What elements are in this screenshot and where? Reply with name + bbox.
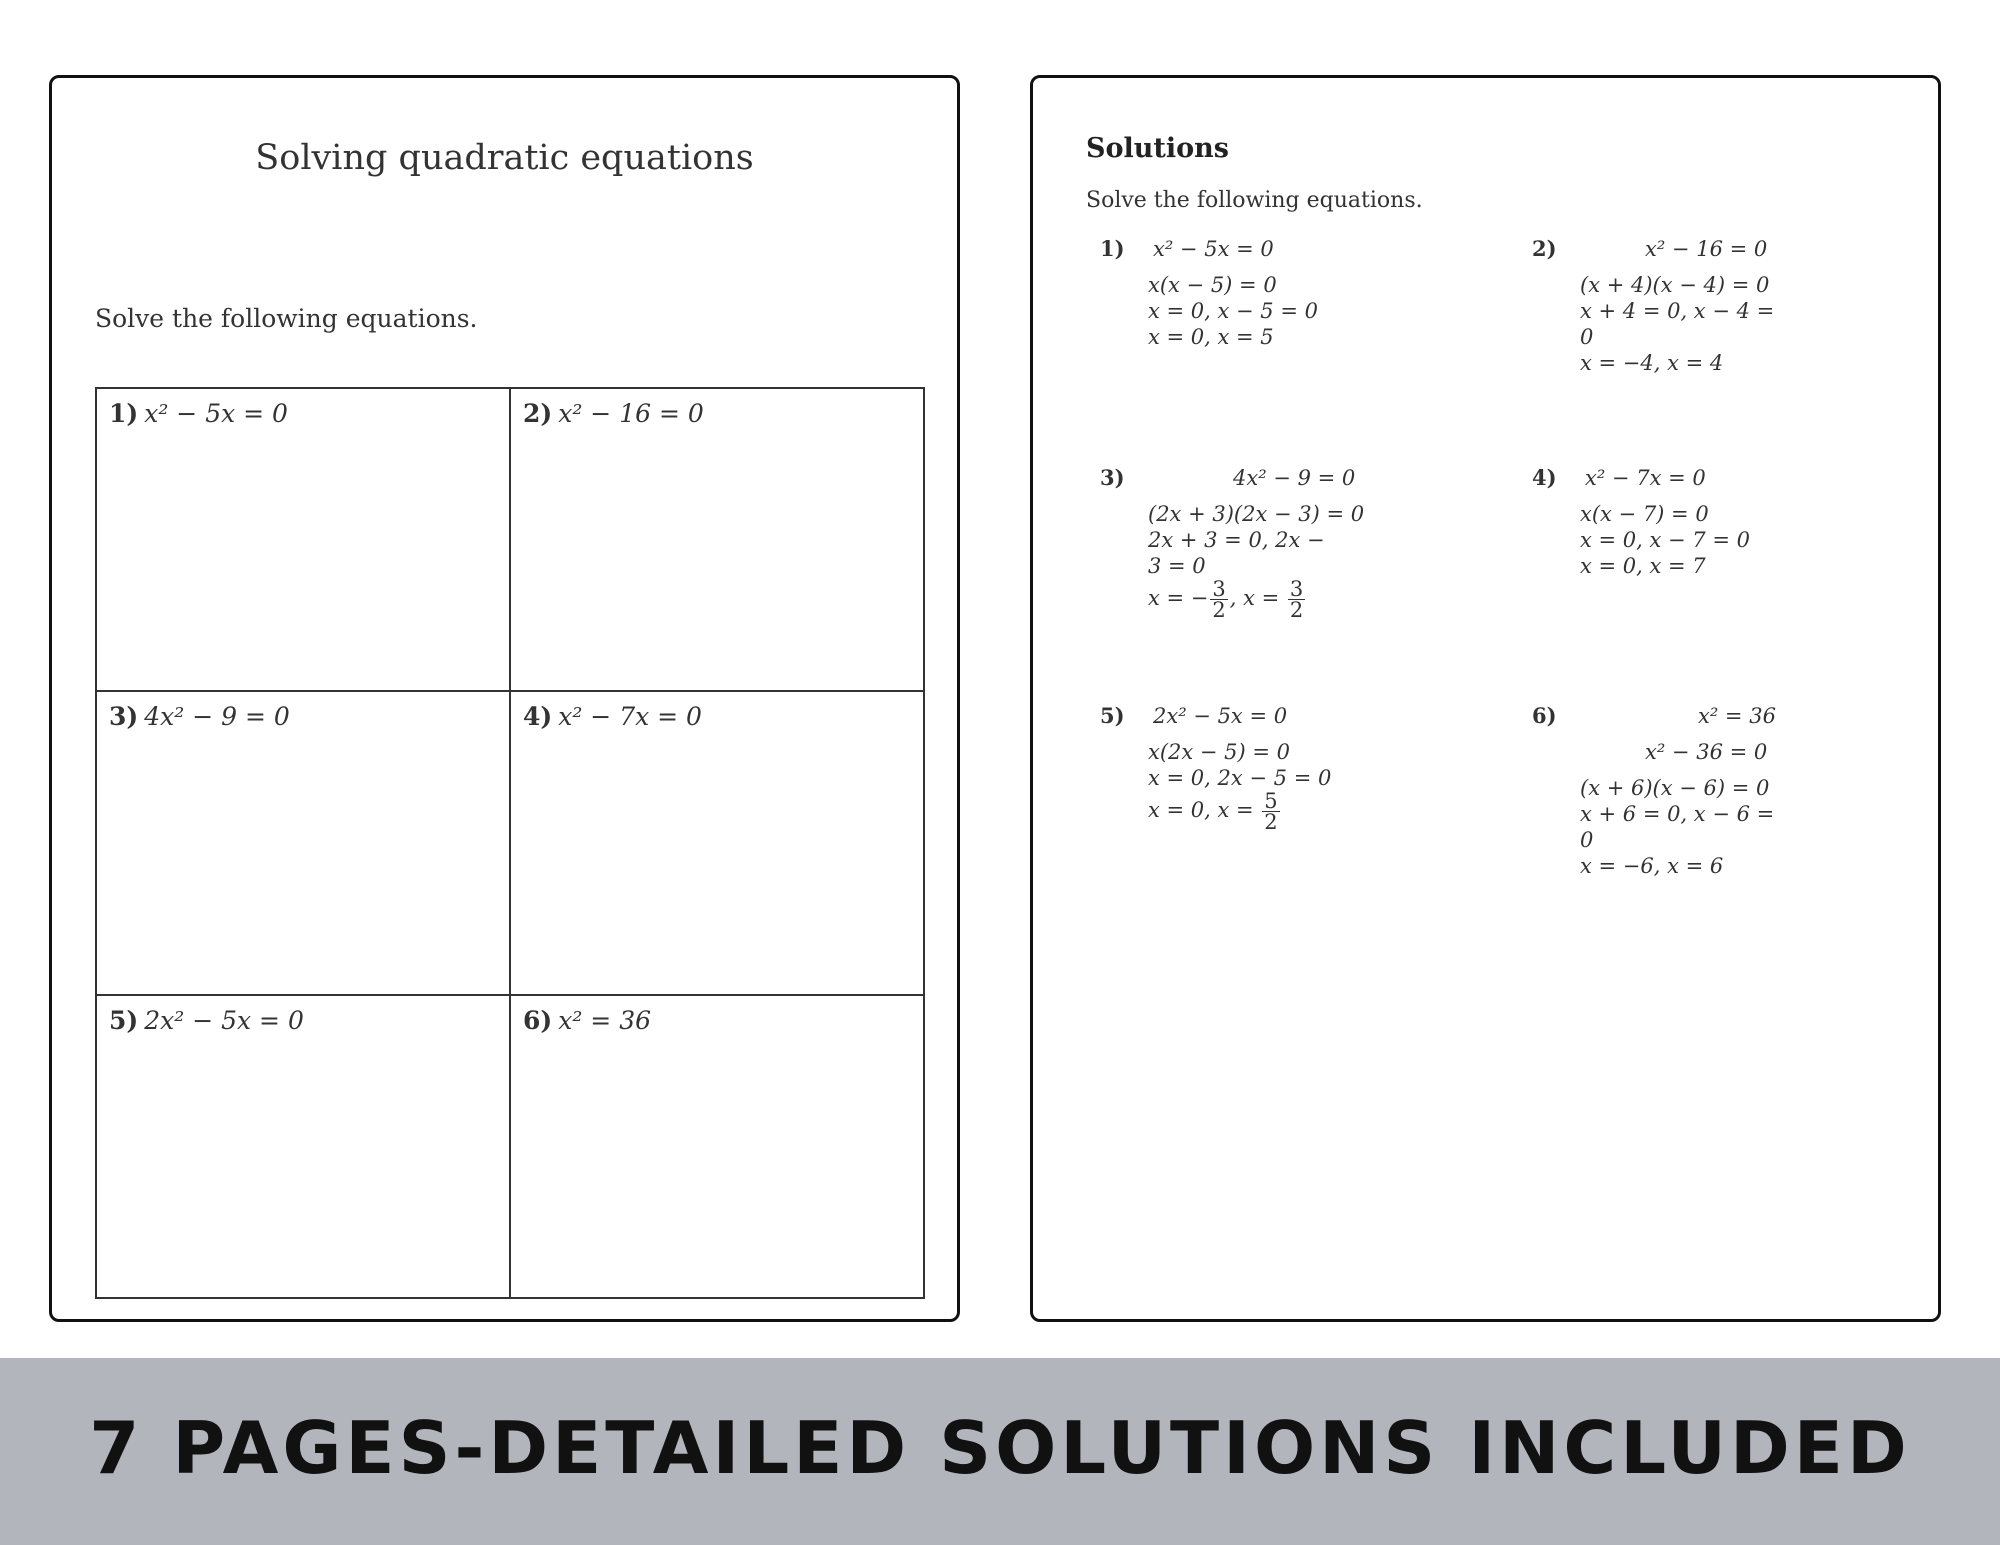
solution-number: 5): [1100, 703, 1125, 728]
solution-line: x(2x − 5) = 0: [1148, 740, 1291, 764]
problem-equation: x² − 7x = 0: [558, 702, 702, 732]
fraction-prefix: x = 0, x =: [1148, 798, 1261, 822]
fraction-prefix: x = −: [1148, 586, 1209, 610]
banner-text: 7 PAGES-DETAILED SOLUTIONS INCLUDED: [89, 1406, 1911, 1490]
fraction-denominator: 2: [1289, 598, 1304, 622]
problem-number: 3): [109, 702, 139, 732]
solution-line: x + 6 = 0, x − 6 =: [1580, 802, 1775, 826]
fraction-separator: , x =: [1229, 586, 1286, 610]
problem-number: 6): [523, 1005, 553, 1035]
promo-banner: [0, 1358, 2000, 1545]
problem-cell: [96, 691, 510, 994]
fraction: [1210, 579, 1227, 620]
solution-fraction-line: [1148, 791, 1448, 832]
solution-line: (x + 4)(x − 4) = 0: [1580, 273, 1770, 297]
problem-equation: x² − 16 = 0: [558, 399, 704, 428]
solution-number: 2): [1532, 236, 1557, 261]
problem-number: 2): [523, 399, 553, 428]
solution-line: x + 4 = 0, x − 4 =: [1580, 299, 1775, 323]
solution-line: 3 = 0: [1148, 554, 1206, 578]
fraction-numerator: 3: [1212, 577, 1226, 601]
problem-number: 4): [523, 702, 553, 732]
problem-equation: 4x² − 9 = 0: [144, 702, 290, 732]
solutions-page: [1030, 75, 1941, 1322]
fraction-denominator: 2: [1264, 810, 1278, 834]
solution-line: x = 0, 2x − 5 = 0: [1148, 766, 1332, 790]
solution-number: 6): [1532, 703, 1557, 728]
solution-line: x = 0, x − 5 = 0: [1148, 299, 1318, 323]
solution-line: x = −6, x = 6: [1580, 854, 1724, 878]
solution-number: 1): [1100, 236, 1125, 261]
fraction-numerator: 3: [1289, 577, 1304, 601]
problem-cell: [510, 388, 924, 691]
problem-equation: 2x² − 5x = 0: [144, 1005, 304, 1035]
solution-line: x² − 36 = 0: [1645, 740, 1768, 764]
solution-line: x = 0, x − 7 = 0: [1580, 528, 1750, 552]
solution-line: x(x − 7) = 0: [1580, 502, 1709, 526]
solution-number: 3): [1100, 465, 1125, 490]
solution-line: x² − 7x = 0: [1585, 466, 1706, 490]
solution-line: x = −4, x = 4: [1580, 351, 1724, 375]
solution-line: x² − 5x = 0: [1153, 237, 1274, 261]
problem-grid: [95, 387, 925, 1299]
solutions-instruction: Solve the following equations.: [1086, 188, 1423, 213]
solution-line: (x + 6)(x − 6) = 0: [1580, 776, 1770, 800]
solution-number: 4): [1532, 465, 1557, 490]
solutions-heading: Solutions: [1086, 133, 1229, 164]
solution-line: x = 0, x = 7: [1580, 554, 1706, 578]
problem-equation: x² = 36: [558, 1005, 652, 1035]
worksheet-page: [49, 75, 960, 1322]
problem-number: 5): [109, 1005, 139, 1035]
solution-line: x = 0, x = 5: [1148, 325, 1274, 349]
solution-line: 0: [1580, 325, 1594, 349]
fraction-numerator: 5: [1264, 789, 1278, 813]
fraction: [1262, 791, 1279, 832]
solution-line: 0: [1580, 828, 1594, 852]
problem-cell: [510, 995, 924, 1298]
problem-number: 1): [109, 399, 139, 428]
problem-equation: x² − 5x = 0: [144, 399, 288, 428]
solution-line: x² = 36: [1698, 704, 1776, 728]
fraction: [1288, 579, 1305, 620]
fraction-denominator: 2: [1212, 598, 1226, 622]
solution-fraction-line: [1148, 579, 1448, 620]
problem-cell: [96, 388, 510, 691]
solution-line: 4x² − 9 = 0: [1233, 466, 1356, 490]
problem-cell: [510, 691, 924, 994]
solution-line: (2x + 3)(2x − 3) = 0: [1148, 502, 1365, 526]
worksheet-instruction: Solve the following equations.: [95, 304, 478, 333]
problem-cell: [96, 995, 510, 1298]
solution-line: x(x − 5) = 0: [1148, 273, 1277, 297]
solution-line: 2x + 3 = 0, 2x −: [1148, 528, 1325, 552]
solution-line: 2x² − 5x = 0: [1153, 704, 1288, 728]
solution-line: x² − 16 = 0: [1645, 237, 1768, 261]
worksheet-title: Solving quadratic equations: [255, 138, 754, 178]
